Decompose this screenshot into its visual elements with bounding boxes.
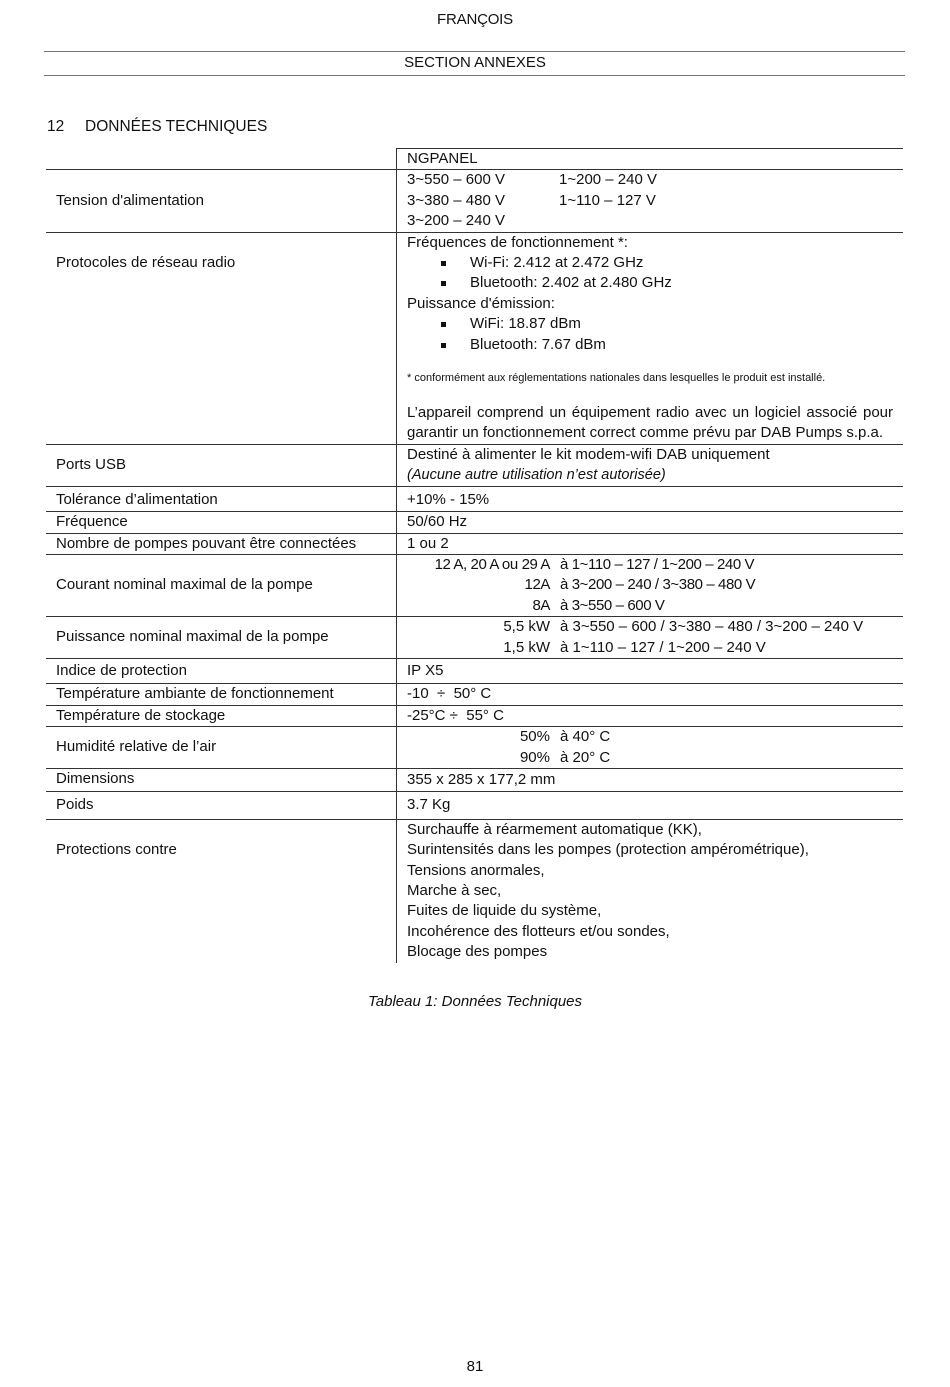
table-row-protections bbox=[46, 819, 903, 962]
tension-value: 3~550 – 600 V bbox=[407, 171, 506, 189]
list-item: Incohérence des flotteurs et/ou sondes, bbox=[407, 922, 670, 940]
tension-value: 3~200 – 240 V bbox=[407, 212, 506, 230]
row-label: Température ambiante de fonctionnement bbox=[46, 684, 397, 705]
usb-note: (Aucune autre utilisation n’est autorisée) bbox=[407, 467, 666, 484]
bullet-icon bbox=[441, 322, 446, 327]
humidity-percent: 50% bbox=[519, 728, 550, 746]
usb-values bbox=[397, 444, 904, 486]
table-row-frequency bbox=[46, 512, 903, 533]
power-condition: à 1~110 – 127 / 1~200 – 240 V bbox=[560, 638, 766, 656]
bullet-icon bbox=[441, 261, 446, 266]
power-values bbox=[397, 617, 904, 659]
current-amount: 8A bbox=[532, 596, 550, 614]
current-condition: à 1~110 – 127 / 1~200 – 240 V bbox=[560, 555, 755, 573]
radio-freq-title: Fréquences de fonctionnement *: bbox=[407, 233, 628, 251]
row-label: Courant nominal maximal de la pompe bbox=[46, 554, 397, 616]
list-item: Fuites de liquide du système, bbox=[407, 902, 602, 920]
row-label: Indice de protection bbox=[46, 658, 397, 683]
header-language: FRANÇOIS bbox=[437, 11, 513, 28]
humidity-values bbox=[397, 727, 904, 769]
section-title: DONNÉES TECHNIQUES bbox=[85, 118, 268, 135]
protections-values bbox=[397, 819, 904, 962]
row-label: Protocoles de réseau radio bbox=[46, 232, 397, 444]
list-item: Tensions anormales, bbox=[407, 861, 545, 879]
humidity-condition: à 40° C bbox=[560, 728, 611, 746]
current-amount: 12 A, 20 A ou 29 A bbox=[434, 555, 550, 573]
radio-footnote: * conformément aux réglementations nationales dans lesquelles le produit est installé. bbox=[407, 372, 826, 385]
list-item: Surchauffe à réarmement automatique (KK), bbox=[407, 820, 702, 838]
bullet-icon bbox=[441, 281, 446, 286]
page-number: 81 bbox=[466, 1358, 484, 1375]
current-condition: à 3~200 – 240 / 3~380 – 480 V bbox=[560, 576, 756, 594]
list-item: Bluetooth: 2.402 at 2.480 GHz bbox=[407, 273, 893, 293]
section-number: 12 bbox=[47, 118, 65, 135]
table-row-weight bbox=[46, 792, 903, 819]
current-condition: à 3~550 – 600 V bbox=[560, 596, 665, 614]
row-value: +10% - 15% bbox=[397, 486, 904, 511]
product-name: NGPANEL bbox=[397, 149, 904, 170]
technical-data-table bbox=[46, 148, 903, 963]
table-row-usb bbox=[46, 444, 903, 486]
row-value: IP X5 bbox=[397, 658, 904, 683]
tension-value: 3~380 – 480 V bbox=[407, 191, 506, 209]
list-item: WiFi: 18.87 dBm bbox=[407, 314, 893, 334]
row-label: Nombre de pompes pouvant être connectées bbox=[46, 533, 397, 554]
current-amount: 12A bbox=[524, 576, 550, 594]
table-row-humidity bbox=[46, 727, 903, 769]
power-condition: à 3~550 – 600 / 3~380 – 480 / 3~200 – 240 V bbox=[560, 618, 864, 636]
table-caption: Tableau 1: Données Techniques bbox=[367, 993, 583, 1010]
tension-values bbox=[397, 170, 904, 232]
tension-value: 1~110 – 127 V bbox=[559, 191, 656, 209]
row-label: Humidité relative de l’air bbox=[46, 727, 397, 769]
radio-statement: L’appareil comprend un équipement radio avec un logiciel associé pour garantir un fonctionnement correct comme prévu par DAB Pumps s.p.a. bbox=[407, 404, 893, 442]
section-heading bbox=[47, 118, 267, 136]
header-rule-top bbox=[44, 51, 905, 52]
row-value: 50/60 Hz bbox=[397, 512, 904, 533]
table-row-storage bbox=[46, 705, 903, 726]
table-row-dimensions bbox=[46, 768, 903, 791]
row-value: 3.7 Kg bbox=[397, 792, 904, 819]
row-label: Poids bbox=[46, 792, 397, 819]
table-row-ip bbox=[46, 658, 903, 683]
tension-value: 1~200 – 240 V bbox=[559, 171, 658, 189]
table-row-radio bbox=[46, 232, 903, 444]
list-item: Surintensités dans les pompes (protection ampérométrique), bbox=[407, 841, 809, 859]
row-label: Puissance nominal maximal de la pompe bbox=[46, 617, 397, 659]
row-value: -25°C ÷ 55° C bbox=[397, 705, 904, 726]
row-label: Dimensions bbox=[46, 768, 397, 791]
humidity-percent: 90% bbox=[519, 748, 550, 766]
humidity-condition: à 20° C bbox=[560, 748, 611, 766]
row-label: Fréquence bbox=[46, 512, 397, 533]
radio-values bbox=[397, 232, 904, 444]
usb-line: Destiné à alimenter le kit modem-wifi DAB uniquement bbox=[407, 445, 770, 463]
bullet-icon bbox=[441, 343, 446, 348]
row-value: -10 ÷ 50° C bbox=[397, 684, 904, 705]
table-row-power bbox=[46, 617, 903, 659]
header-rule-bottom bbox=[44, 75, 905, 76]
list-item: Wi-Fi: 2.412 at 2.472 GHz bbox=[407, 253, 893, 273]
list-item: Bluetooth: 7.67 dBm bbox=[407, 335, 893, 355]
row-value: 355 x 285 x 177,2 mm bbox=[397, 768, 904, 791]
table-row-tension bbox=[46, 170, 903, 232]
row-label: Ports USB bbox=[46, 444, 397, 486]
power-amount: 5,5 kW bbox=[503, 618, 550, 636]
row-value: 1 ou 2 bbox=[397, 533, 904, 554]
row-label: Protections contre bbox=[46, 819, 397, 962]
row-label: Température de stockage bbox=[46, 705, 397, 726]
table-row-current bbox=[46, 554, 903, 616]
table-row-ambient bbox=[46, 684, 903, 705]
current-values bbox=[397, 554, 904, 616]
header-section: SECTION ANNEXES bbox=[404, 54, 546, 71]
list-item: Blocage des pompes bbox=[407, 943, 548, 961]
row-label: Tolérance d’alimentation bbox=[46, 486, 397, 511]
row-label: Tension d'alimentation bbox=[46, 170, 397, 232]
radio-power-title: Puissance d'émission: bbox=[407, 294, 555, 312]
table-row-product bbox=[46, 149, 903, 170]
table-row-tolerance bbox=[46, 486, 903, 511]
power-amount: 1,5 kW bbox=[503, 638, 550, 656]
list-item: Marche à sec, bbox=[407, 882, 502, 899]
table-row-pumps bbox=[46, 533, 903, 554]
